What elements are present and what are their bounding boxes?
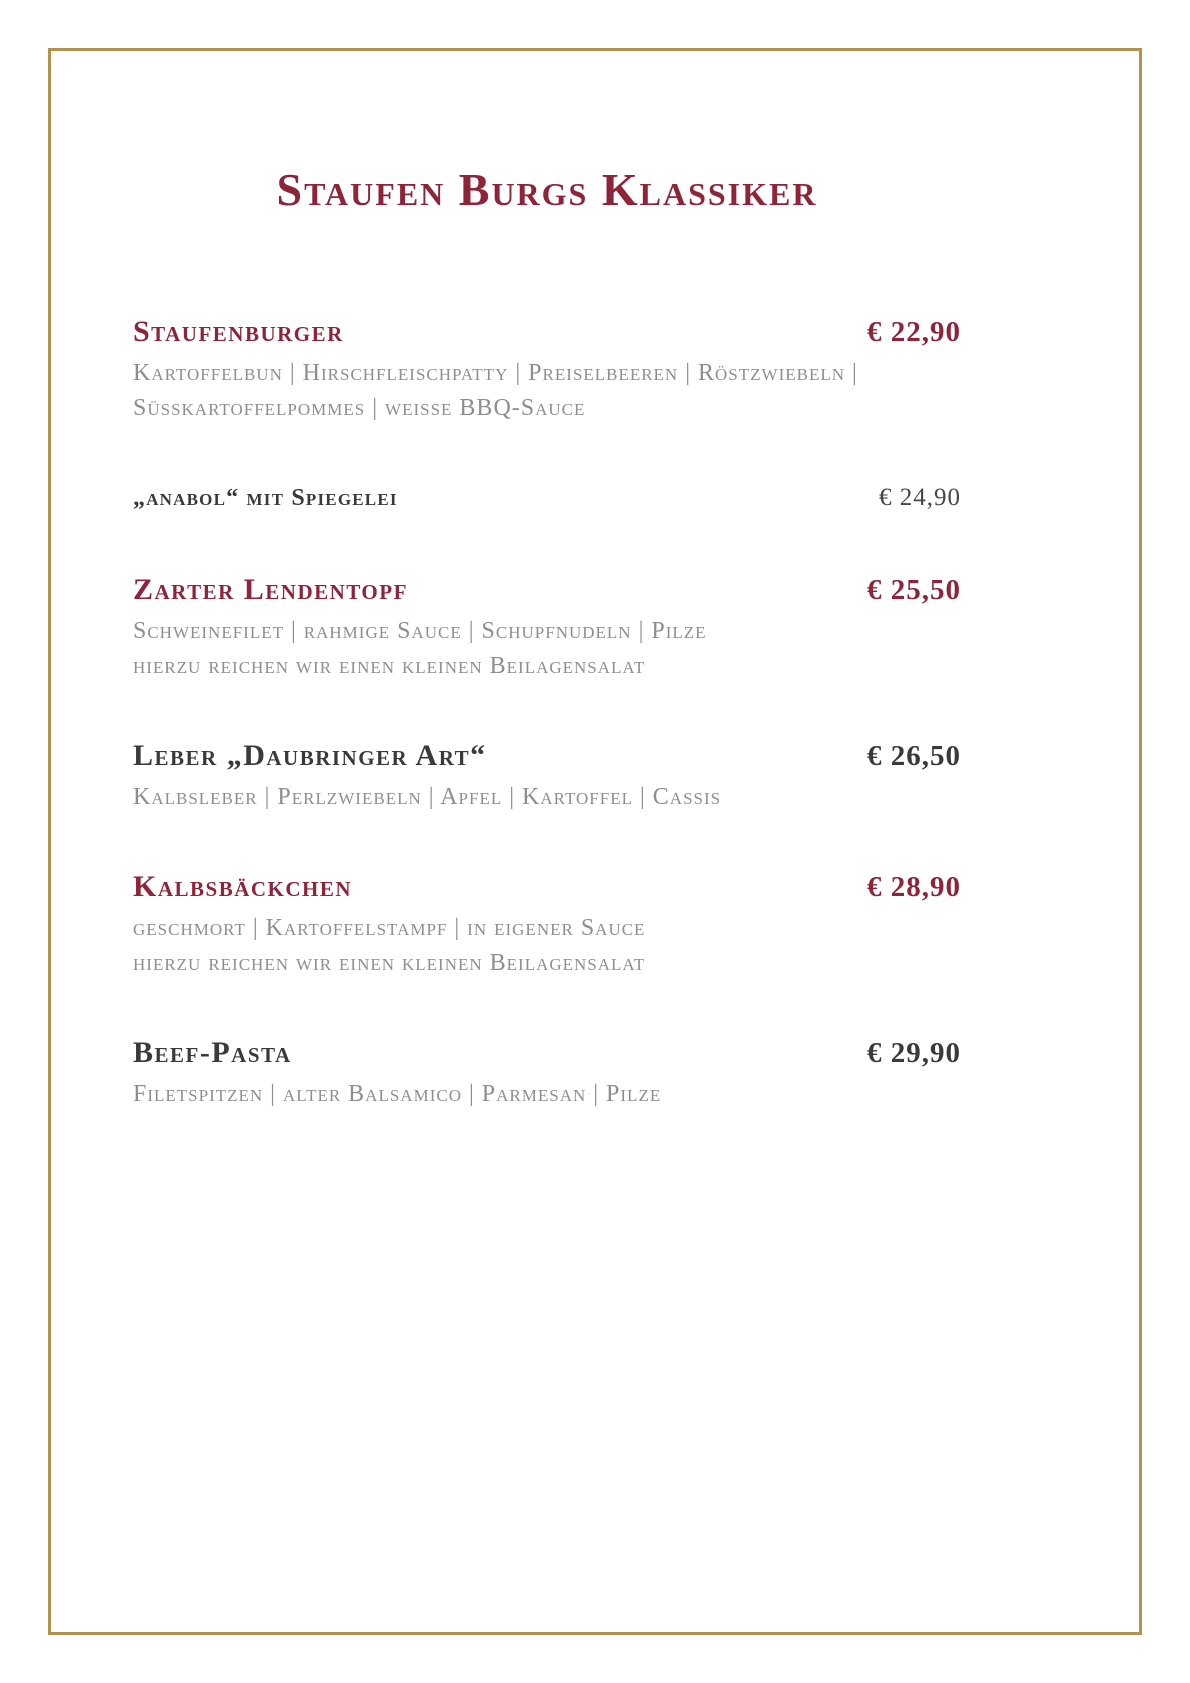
item-description-line: Filetspitzen | alter Balsamico | Parmesan | Pilze — [133, 1081, 662, 1107]
item-description-line: Kartoffelbun | Hirschfleischpatty | Preiselbeeren | Röstzwiebeln | — [133, 360, 858, 386]
gold-border-frame — [48, 48, 1142, 1635]
item-name: „anabol“ mit Spiegelei — [133, 485, 398, 511]
item-header-row — [133, 1033, 961, 1073]
item-description-line: Kalbsleber | Perlzwiebeln | Apfel | Kartoffel | Cassis — [133, 784, 722, 810]
item-description-line: geschmort | Kartoffelstampf | in eigener Sauce — [133, 915, 646, 941]
item-name: Leber „Daubringer Art“ — [133, 739, 487, 772]
menu-item-leber-daubringer-art — [133, 736, 961, 815]
item-header-row — [133, 312, 961, 352]
item-description-line: hierzu reichen wir einen kleinen Beilagensalat — [133, 653, 646, 679]
item-description-line: Süsskartoffelpommes | weisse BBQ-Sauce — [133, 395, 586, 421]
item-price: € 29,90 — [867, 1037, 961, 1069]
menu-item-beef-pasta — [133, 1033, 961, 1112]
item-description-line: Schweinefilet | rahmige Sauce | Schupfnudeln | Pilze — [133, 618, 707, 644]
item-name: Zarter Lendentopf — [133, 573, 408, 606]
item-price: € 22,90 — [867, 316, 961, 348]
menu-item-staufenburger — [133, 312, 961, 426]
item-description-line: hierzu reichen wir einen kleinen Beilagensalat — [133, 950, 646, 976]
menu-items-list — [133, 312, 961, 1112]
item-price: € 24,90 — [879, 484, 961, 511]
menu-item-zarter-lendentopf — [133, 570, 961, 684]
menu-item-anabol — [133, 478, 961, 518]
item-price: € 28,90 — [867, 871, 961, 903]
menu-section-title: Staufen Burgs Klassiker — [276, 164, 818, 215]
item-header-row — [133, 478, 961, 518]
menu-item-kalbsbaeckchen — [133, 867, 961, 981]
item-price: € 26,50 — [867, 740, 961, 772]
item-header-row — [133, 736, 961, 776]
item-header-row — [133, 867, 961, 907]
item-price: € 25,50 — [867, 574, 961, 606]
item-name: Beef-Pasta — [133, 1036, 292, 1069]
item-name: Kalbsbäckchen — [133, 870, 353, 903]
item-header-row — [133, 570, 961, 610]
item-name: Staufenburger — [133, 315, 344, 348]
